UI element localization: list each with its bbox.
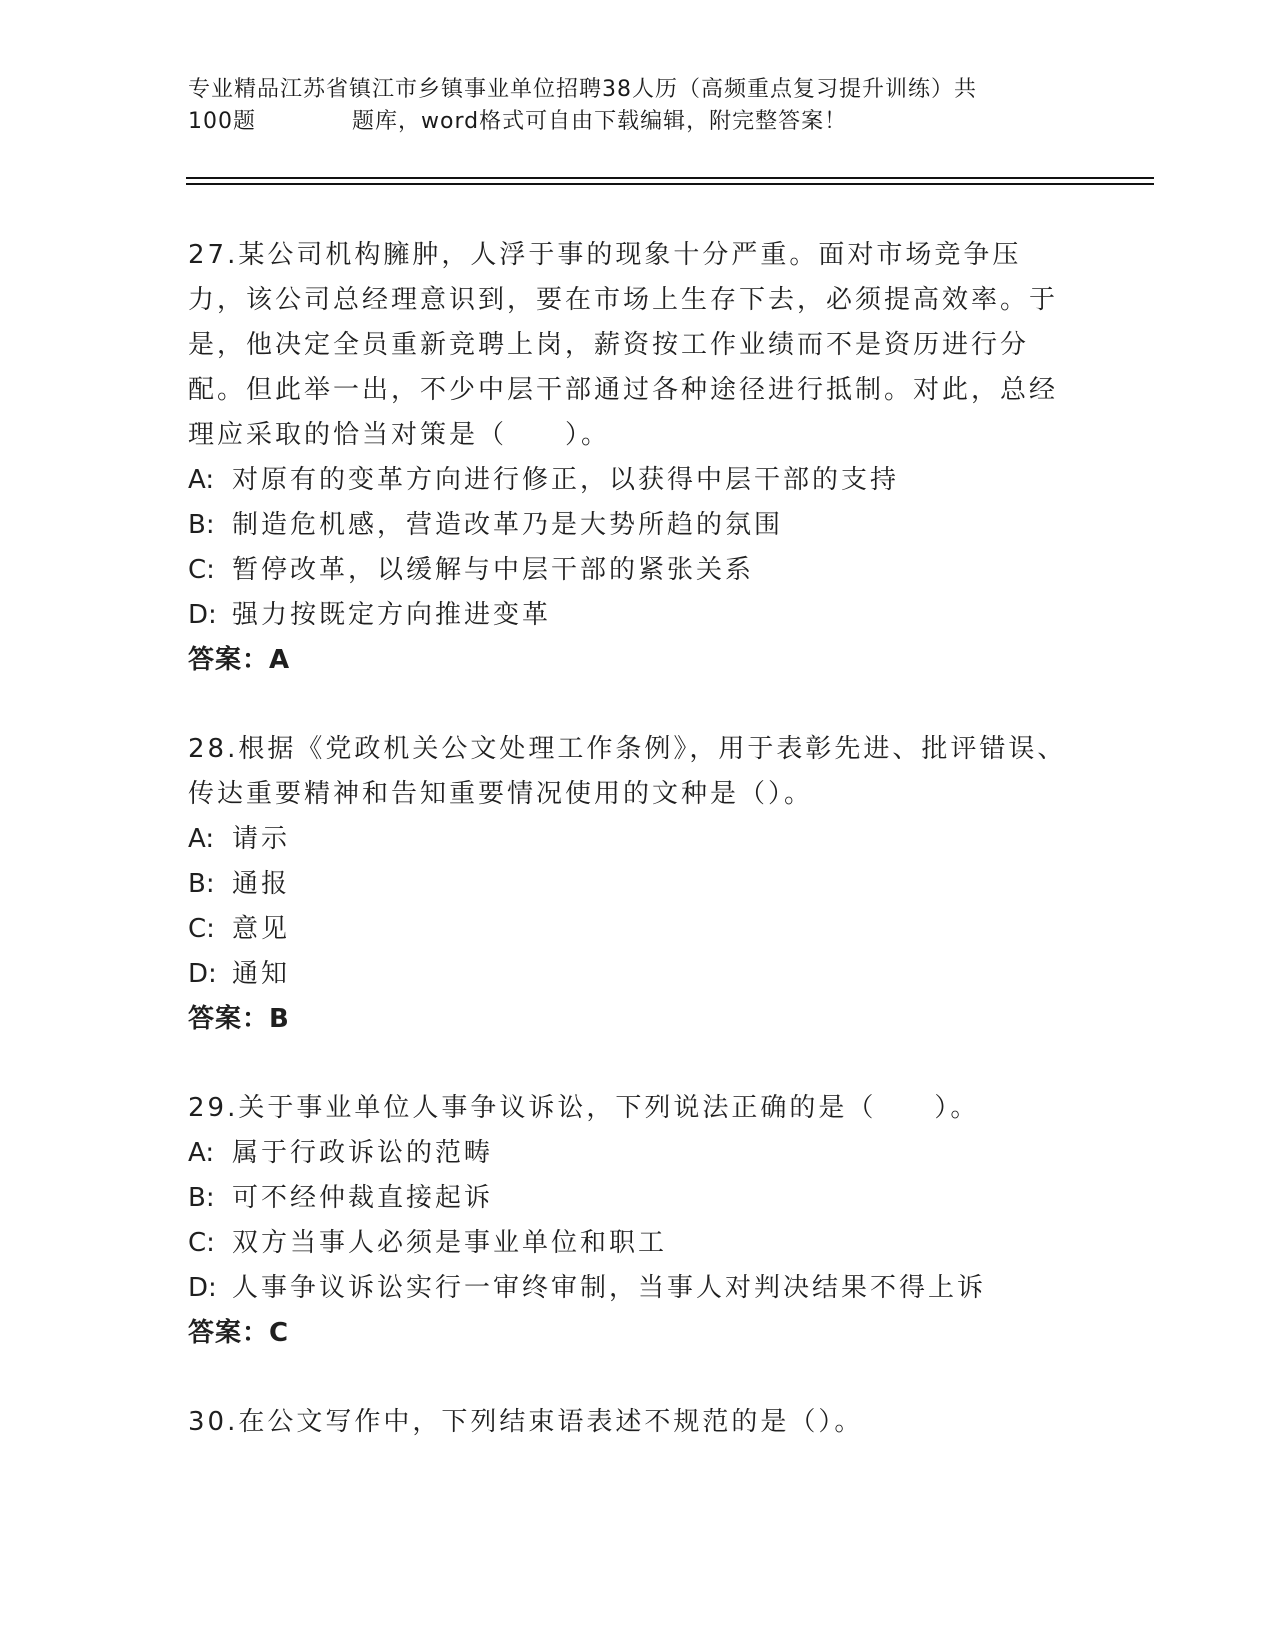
option-a: [188, 458, 1068, 503]
question-stem: 27.某公司机构臃肿，人浮于事的现象十分严重。面对市场竞争压力，该公司总经理意识到，要在市场上生存下去，必须提高效率。于是，他决定全员重新竞聘上岗，薪资按工作业绩而不是资历进行分配。但此举一出，不少中层干部通过各种途径进行抵制。对此，总经理应采取的恰当对策是（ ）。: [188, 240, 1059, 450]
option-d: [188, 952, 1068, 997]
option-b: [188, 862, 1068, 907]
option-label: A:: [188, 465, 215, 495]
option-label: B:: [188, 1183, 215, 1213]
header-divider-top: [186, 177, 1154, 179]
option-label: D:: [188, 600, 217, 630]
question-28: [188, 727, 1068, 1042]
question-30: [188, 1400, 1068, 1445]
answer-text: 答案：C: [188, 1318, 290, 1348]
option-c: [188, 548, 1068, 593]
option-d: [188, 593, 1068, 638]
option-label: B:: [188, 869, 215, 899]
option-text: 强力按既定方向推进变革: [232, 600, 552, 630]
header-question-count: 100题: [188, 109, 256, 134]
option-text: 意见: [232, 914, 291, 944]
option-d: [188, 1266, 1068, 1311]
option-a: [188, 1131, 1068, 1176]
option-text: 对原有的变革方向进行修正，以获得中层干部的支持: [232, 465, 900, 495]
option-label: C:: [188, 914, 215, 944]
option-c: [188, 1221, 1068, 1266]
header-subtitle: 题库，word格式可自由下载编辑，附完整答案！: [352, 109, 848, 134]
option-a: [188, 817, 1068, 862]
option-text: 通知: [232, 959, 291, 989]
answer-text: 答案：B: [188, 1004, 290, 1034]
question-27: [188, 233, 1068, 683]
header-divider-bottom: [186, 183, 1154, 185]
option-text: 属于行政诉讼的范畴: [232, 1138, 494, 1168]
option-label: C:: [188, 555, 215, 585]
option-text: 暂停改革，以缓解与中层干部的紧张关系: [232, 555, 755, 585]
question-stem: 30.在公文写作中，下列结束语表述不规范的是（）。: [188, 1407, 864, 1437]
option-text: 人事争议诉讼实行一审终审制，当事人对判决结果不得上诉: [232, 1273, 987, 1303]
option-c: [188, 907, 1068, 952]
option-text: 可不经仲裁直接起诉: [232, 1183, 494, 1213]
option-label: D:: [188, 1273, 217, 1303]
option-b: [188, 503, 1068, 548]
option-label: A:: [188, 824, 215, 854]
question-stem: 29.关于事业单位人事争议诉讼，下列说法正确的是（ ）。: [188, 1093, 980, 1123]
option-text: 通报: [232, 869, 291, 899]
option-label: A:: [188, 1138, 215, 1168]
questions-list: [188, 233, 1068, 1489]
document-header: [188, 74, 1068, 138]
option-text: 请示: [232, 824, 291, 854]
option-label: D:: [188, 959, 217, 989]
option-text: 双方当事人必须是事业单位和职工: [232, 1228, 668, 1258]
header-title-line1: 专业精品江苏省镇江市乡镇事业单位招聘38人历（高频重点复习提升训练）共: [188, 77, 977, 102]
question-29: [188, 1086, 1068, 1356]
option-b: [188, 1176, 1068, 1221]
answer-text: 答案：A: [188, 645, 291, 675]
question-stem: 28.根据《党政机关公文处理工作条例》，用于表彰先进、批评错误、传达重要精神和告知重要情况使用的文种是（）。: [188, 734, 1067, 809]
header-title-line2: [188, 106, 1068, 138]
option-label: C:: [188, 1228, 215, 1258]
option-text: 制造危机感，营造改革乃是大势所趋的氛围: [232, 510, 784, 540]
option-label: B:: [188, 510, 215, 540]
